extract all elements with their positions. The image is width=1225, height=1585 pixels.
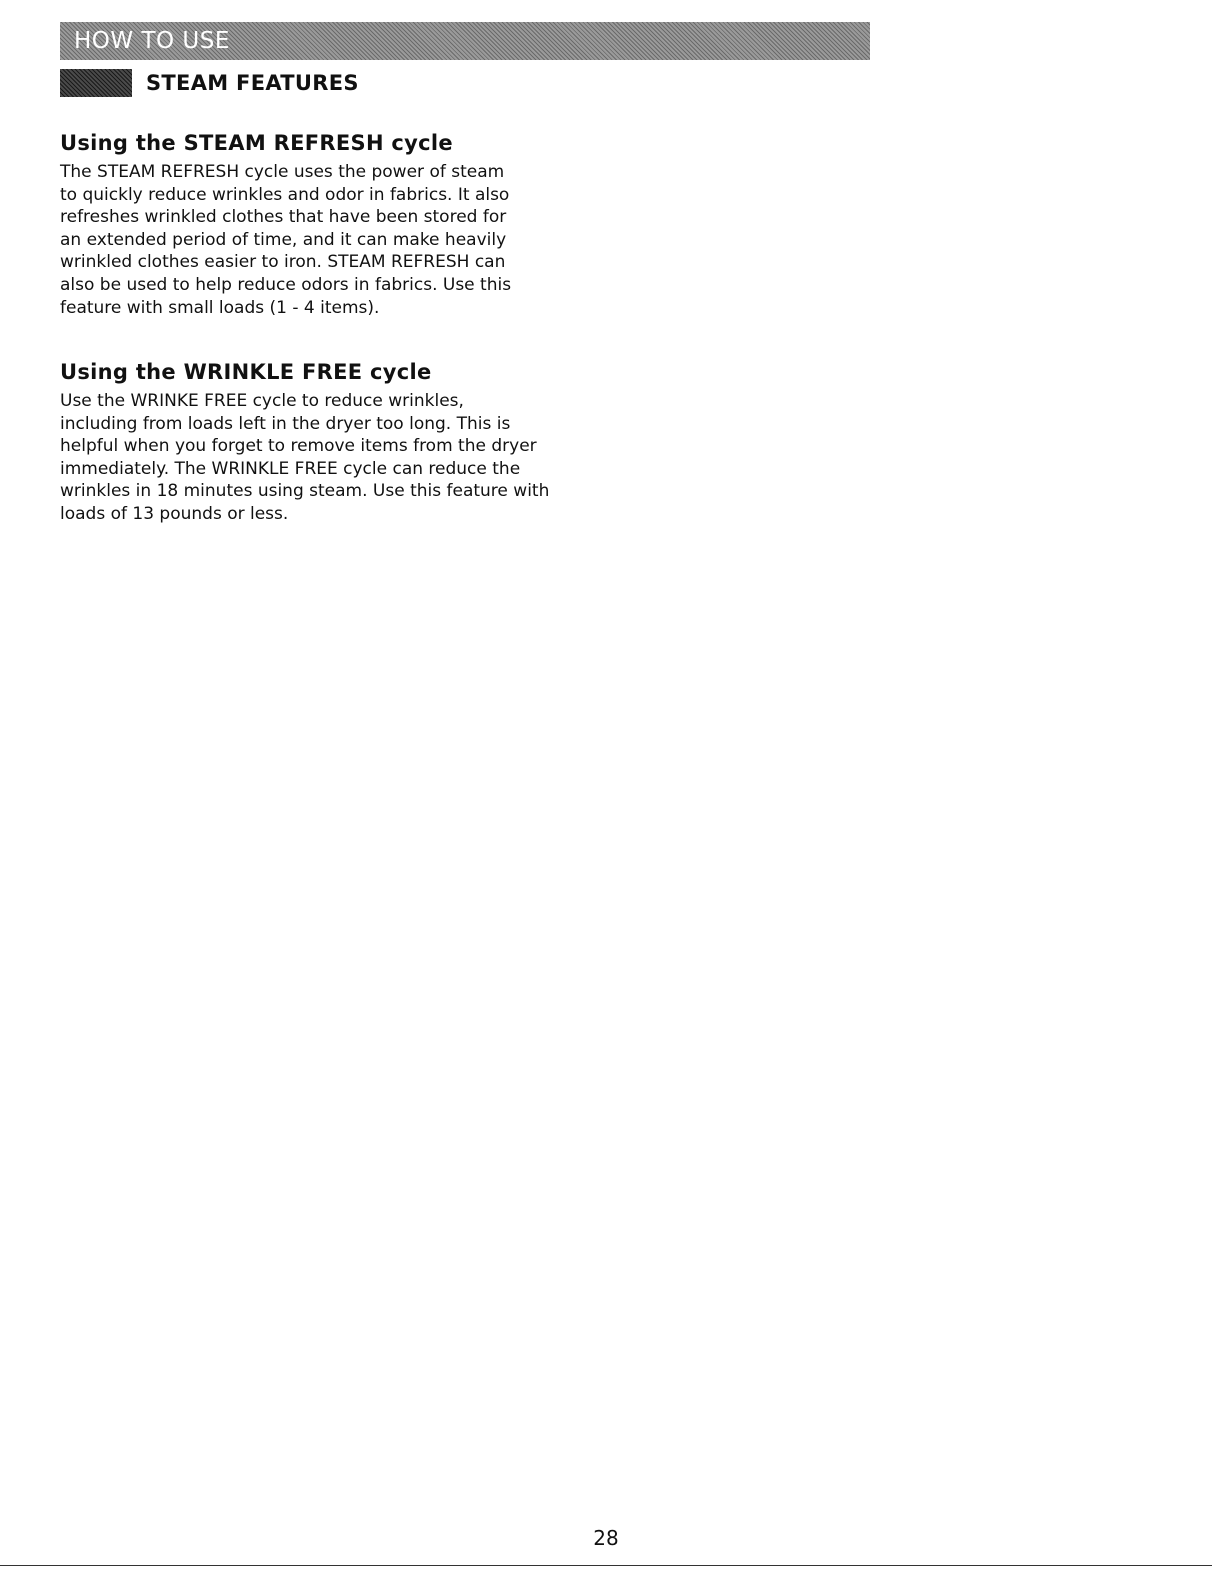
- paragraph-line: wrinkles in 18 minutes using steam. Use this feature with: [60, 481, 550, 502]
- section-header: [60, 69, 359, 97]
- paragraph-line: Use the WRINKE FREE cycle to reduce wrinkles,: [60, 391, 464, 411]
- paragraph-line: refreshes wrinkled clothes that have been stored for: [60, 207, 507, 228]
- paragraph-line: The STEAM REFRESH cycle uses the power of steam: [60, 162, 505, 182]
- paragraph-line: to quickly reduce wrinkles and odor in fabrics. It also: [60, 184, 510, 205]
- bottom-rule: [0, 1565, 1212, 1566]
- steam-refresh-paragraph: [60, 161, 620, 319]
- page-number: 28: [593, 1526, 619, 1550]
- paragraph-line: including from loads left in the dryer too long. This is: [60, 413, 511, 434]
- steam-refresh-heading: Using the STEAM REFRESH cycle: [60, 131, 453, 155]
- paragraph-line: an extended period of time, and it can make heavily: [60, 229, 507, 250]
- paragraph-line: loads of 13 pounds or less.: [60, 503, 289, 524]
- section-marker: [60, 69, 132, 97]
- wrinkle-free-section: [60, 360, 620, 526]
- steam-refresh-section: [60, 131, 620, 319]
- paragraph-line: also be used to help reduce odors in fabrics. Use this: [60, 274, 512, 295]
- section-title: STEAM FEATURES: [146, 71, 359, 95]
- paragraph-line: helpful when you forget to remove items from the dryer: [60, 436, 537, 457]
- paragraph-line: feature with small loads (1 - 4 items).: [60, 297, 380, 318]
- paragraph-line: immediately. The WRINKLE FREE cycle can reduce the: [60, 458, 521, 479]
- wrinkle-free-heading: Using the WRINKLE FREE cycle: [60, 360, 432, 384]
- banner-title: HOW TO USE: [74, 28, 230, 54]
- wrinkle-free-paragraph: [60, 390, 620, 526]
- header-banner: [60, 22, 870, 60]
- paragraph-line: wrinkled clothes easier to iron. STEAM REFRESH can: [60, 252, 506, 273]
